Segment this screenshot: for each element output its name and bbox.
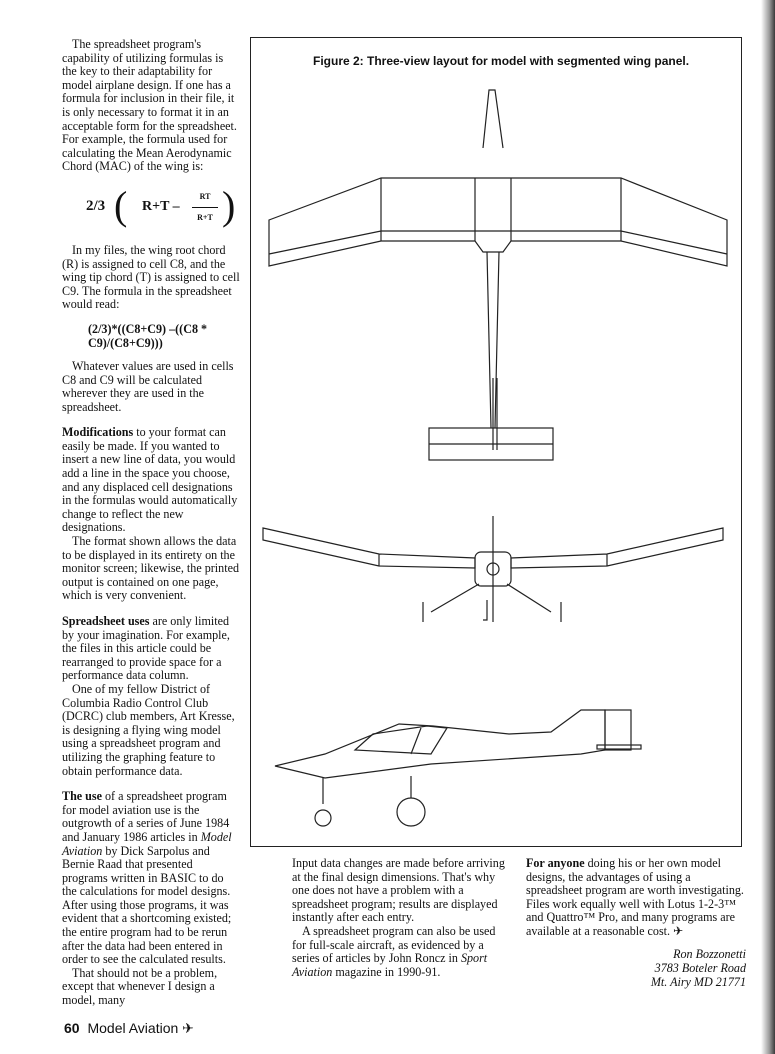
end-mark-icon: ✈ xyxy=(670,923,684,938)
spreadsheet-formula xyxy=(88,322,240,350)
side-view-drawing xyxy=(275,710,641,826)
side-view-stabilizer xyxy=(597,745,641,749)
side-view-canopy xyxy=(355,726,447,754)
cell-assignment-paragraph: In my files, the wing root chord (R) is assigned to cell C8, and the wing tip chord (T) is assigned to cell C9. The formula in the spreadsheet would read: xyxy=(62,242,240,312)
formula-fraction-denominator: R+T xyxy=(197,212,213,222)
top-view-wing xyxy=(269,178,727,266)
formula-right-paren: ) xyxy=(222,182,236,228)
input-data-paragraph: Input data changes are made before arriving at the final design dimensions. That's why one does not have a problem with a spreadsheet program; results are displayed instantly after each entry. xyxy=(292,856,505,925)
uses-text: are only limited by your imagination. For example, the files in this article could be rearranged to provide space for a performance data column. xyxy=(62,614,230,683)
page-footer xyxy=(64,1020,194,1037)
author-name: Ron Bozzonetti xyxy=(673,946,746,961)
top-view-drawing xyxy=(269,90,727,460)
spreadsheet-formula-line-1: (2/3)*((C8+C9) –((C8 * xyxy=(88,321,208,336)
conclusion-lead: For anyone xyxy=(526,856,585,870)
formula-fraction-numerator: RT xyxy=(192,190,218,208)
formula-coefficient: 2/3 xyxy=(86,197,106,214)
dcrc-paragraph: One of my fellow District of Columbia Radio Control Club (DCRC) club members, Art Kresse, is designing a flying wing model using a spreadsheet program and utilizing the graphing feature to obtain performance data. xyxy=(62,681,235,778)
modifications-text: to your format can easily be made. If you wanted to insert a new line of data, you would add a line in the space you choose, and any displaced cell designations in the formulas would automatically change to reflect the new designations. xyxy=(62,425,238,535)
history-paragraph xyxy=(62,790,240,967)
front-view-landing-gear xyxy=(423,584,561,622)
formula-left-paren: ( xyxy=(114,182,128,228)
uses-paragraph xyxy=(62,615,240,683)
three-view-drawing xyxy=(251,38,741,846)
formula-sum: R+T – xyxy=(142,198,180,214)
top-view-fuselage-front xyxy=(483,90,503,148)
side-view-rudder xyxy=(605,710,631,750)
author-signature xyxy=(526,947,746,989)
history-magazine-ref: Model Aviation xyxy=(62,829,232,858)
left-text-column xyxy=(62,38,240,1008)
figure-caption: Figure 2: Three-view layout for model with segmented wing panel. xyxy=(313,54,690,68)
front-view-drawing xyxy=(263,516,723,622)
full-scale-text-2: magazine in 1990-91. xyxy=(332,964,441,979)
magazine-name: Model Aviation xyxy=(87,1020,179,1036)
page-edge-shadow xyxy=(761,0,775,1054)
middle-text-column xyxy=(292,857,512,979)
front-view-tailwheel xyxy=(483,600,487,620)
values-paragraph: Whatever values are used in cells C8 and C9 will be calculated wherever they are used in the spreadsheet. xyxy=(62,358,234,414)
author-address-street: 3783 Boteler Road xyxy=(654,960,746,975)
full-scale-magazine-ref: Sport Aviation xyxy=(292,951,488,979)
page-number: 60 xyxy=(64,1020,80,1036)
modifications-lead: Modifications xyxy=(62,425,134,440)
full-scale-paragraph xyxy=(292,925,512,979)
airplane-logo-icon: ✈ xyxy=(182,1020,194,1036)
problem-paragraph: That should not be a problem, except that whenever I design a model, many xyxy=(62,965,218,1008)
right-text-column xyxy=(526,857,746,989)
mac-formula xyxy=(86,182,240,230)
intro-paragraph: The spreadsheet program's capability of utilizing formulas is the key to their adaptability for model airplane design. If one has a formula for inclusion in their file, it is only necessary to format it in an acceptable form for the spreadsheet. For example, the formula used for calculating the Mean Aerodynamic Chord (MAC) of the wing is: xyxy=(62,37,237,174)
format-paragraph: The format shown allows the data to be displayed in its entirety on the monitor screen; likewise, the printed output is contained on one page, which is very convenient. xyxy=(62,534,239,603)
spreadsheet-formula-line-2: C9)/(C8+C9))) xyxy=(88,335,163,350)
history-text-1: of a spreadsheet program for model aviation use is the outgrowth of a series of June 1984 and January 1986 articles in xyxy=(62,789,230,844)
uses-lead: Spreadsheet uses xyxy=(62,614,150,628)
history-text-2: by Dick Sarpolus and Bernie Raad that presented programs written in BASIC to do the calculations for model designs. After using those programs, it was evident that a shortcoming existed; the entire program had to be rerun after the data had been entered in order to see the calculated results. xyxy=(62,843,232,967)
side-view-fuselage xyxy=(275,710,605,778)
modifications-paragraph xyxy=(62,426,240,535)
front-view-left-wing xyxy=(263,528,475,568)
full-scale-text-1: A spreadsheet program can also be used for full-scale aircraft, as evidenced by a series of articles by John Roncz in xyxy=(292,923,496,966)
side-view-main-wheel xyxy=(397,798,425,826)
top-view-wing-panel-lines xyxy=(269,178,727,254)
front-view-right-wing xyxy=(511,528,723,568)
conclusion-paragraph xyxy=(526,857,746,939)
author-address-city: Mt. Airy MD 21771 xyxy=(650,974,746,989)
side-view-nose-wheel xyxy=(315,810,331,826)
conclusion-text: doing his or her own model designs, the advantages of using a spreadsheet program are worth investigating. Files work equally well with Lotus 1-2-3™ and Quattro™ Pro, and many programs are available at a reasonable cost. xyxy=(526,856,744,938)
history-lead: The use xyxy=(62,789,102,804)
three-view-figure xyxy=(250,37,742,847)
formula-fraction xyxy=(192,190,218,224)
